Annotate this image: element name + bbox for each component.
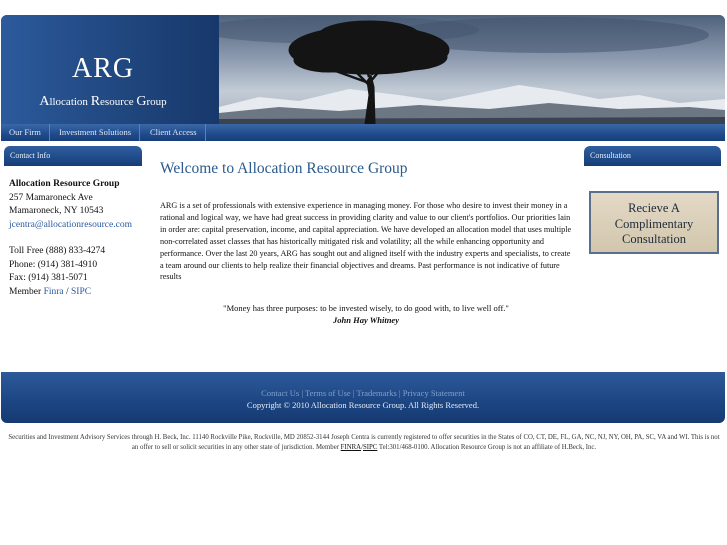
footer-link-trademarks[interactable]: Trademarks bbox=[356, 388, 397, 398]
email-link[interactable]: jcentra@allocationresource.com bbox=[9, 219, 132, 230]
consultation-button[interactable] bbox=[589, 191, 719, 254]
quote-text: "Money has three purposes: to be invested wisely, to do good with, to live well off." bbox=[223, 303, 509, 313]
address-line-1: 257 Mamaroneck Ave bbox=[9, 192, 93, 203]
logo[interactable] bbox=[1, 15, 219, 124]
logo-subtitle: Allocation Resource Group bbox=[39, 94, 167, 109]
nav-item-client-access[interactable]: Client Access bbox=[142, 124, 206, 141]
org-name: Allocation Resource Group bbox=[9, 179, 120, 189]
footer-link-terms-of-use[interactable]: Terms of Use bbox=[305, 388, 351, 398]
intro-paragraph: ARG is a set of professionals with extensive experience in managing money. For those who desire to invest their money in a rational and logical way, we have had great success in providing clarity and value to our client's portfolios. Our priorities lain in order are: capital preservation, income, and capital appreciation. We have developed an allocation model that uses multiple non-correlated asset classes that has historically mitigated risk and volatility; all the while enhancing opportunity and performance. Over the last 20 years, ARG has sought out and aligned itself with the industry experts and specialists, to create a team around our clients to help realize their financial objectives and dreams. Past performance is not indicative of future results bbox=[160, 201, 572, 282]
main-nav bbox=[1, 124, 725, 141]
header-photo-tree bbox=[219, 15, 725, 124]
contact-info-header: Contact Info bbox=[4, 146, 142, 166]
address-line-2: Mamaroneck, NY 10543 bbox=[9, 206, 104, 216]
spacer bbox=[9, 232, 141, 245]
member-line: Member Finra / SIPC bbox=[9, 286, 92, 297]
fax-number: Fax: (914) 381-5071 bbox=[9, 273, 88, 283]
consultation-button-label: Recieve A Complimentary Consultation bbox=[614, 201, 694, 246]
finra-link[interactable]: Finra bbox=[43, 286, 64, 297]
site-header bbox=[1, 15, 725, 124]
disclaimer-finra-link[interactable]: FINRA bbox=[340, 444, 362, 451]
page-title: Welcome to Allocation Resource Group bbox=[160, 160, 408, 177]
disclaimer: Securities and Investment Advisory Services through H. Beck, Inc. 11140 Rockville Pike, Rockville, MD 20852-3144 Joseph Centra is currently registered to offer securities in the States of CO, CT, DE, FL, GA, NC, NJ, NY, OH, PA, SC, VA and WI. This is not an offer to sell or solicit securities in any other state of jurisdiction. Member FINRA/SIPC Tel:301/468-0100. Allocation Resource Group is not an affiliate of H.Beck, Inc. bbox=[8, 434, 720, 451]
logo-title: ARG bbox=[71, 53, 135, 84]
footer-link-privacy-statement[interactable]: Privacy Statement bbox=[402, 388, 465, 398]
toll-free-number: Toll Free (888) 833-4274 bbox=[9, 246, 106, 256]
quote-block bbox=[160, 302, 572, 326]
footer-links: Contact Us | Terms of Use | Trademarks | Privacy Statement bbox=[261, 388, 465, 398]
sipc-link[interactable]: SIPC bbox=[71, 286, 92, 297]
quote-author: John Hay Whitney bbox=[333, 315, 399, 325]
phone-number: Phone: (914) 381-4910 bbox=[9, 259, 98, 270]
copyright: Copyright © 2010 Allocation Resource Group. All Rights Reserved. bbox=[246, 400, 480, 410]
site-footer bbox=[1, 372, 725, 423]
contact-info bbox=[9, 178, 141, 299]
consultation-header: Consultation bbox=[584, 146, 721, 166]
disclaimer-sipc-link[interactable]: SIPC bbox=[362, 444, 378, 451]
nav-item-our-firm[interactable]: Our Firm bbox=[1, 124, 50, 141]
footer-link-contact-us[interactable]: Contact Us bbox=[261, 388, 300, 398]
nav-item-investment-solutions[interactable]: Investment Solutions bbox=[51, 124, 140, 141]
